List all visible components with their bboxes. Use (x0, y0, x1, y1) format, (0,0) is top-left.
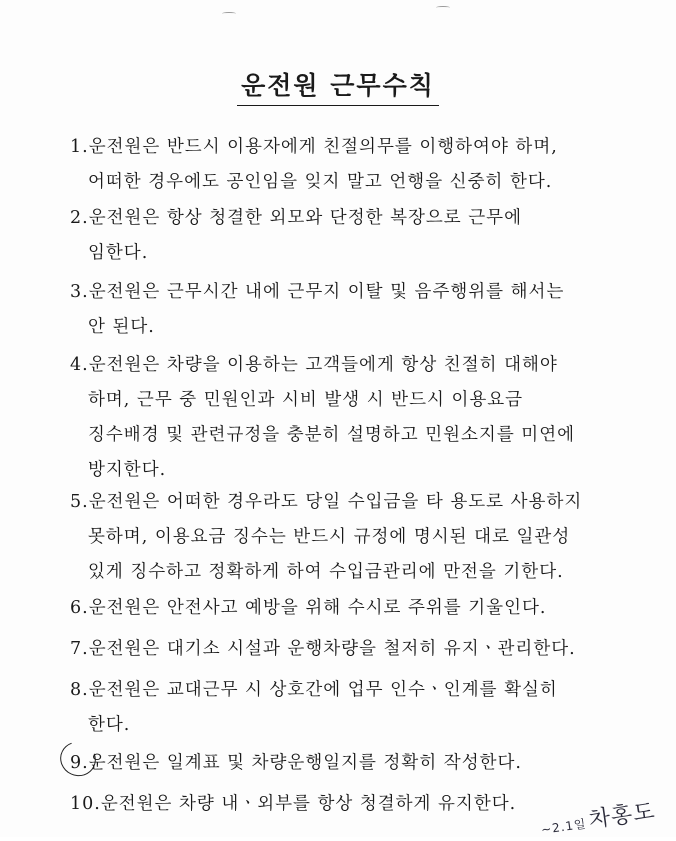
rule-item (70, 634, 630, 664)
rule-line: 하며, 근무 중 민원인과 시비 발생 시 반드시 이용요금 (88, 390, 524, 410)
rule-item (70, 748, 630, 778)
rule-line: 있게 징수하고 정확하게 하여 수입금관리에 만전을 기한다. (88, 562, 564, 582)
rule-item (70, 593, 630, 623)
rule-item (70, 132, 630, 197)
rule-line: 1.운전원은 반드시 이용자에게 친절의무를 이행하여야 하며, (70, 137, 558, 157)
rule-line: 어떠한 경우에도 공인임을 잊지 말고 언행을 신중히 한다. (88, 172, 553, 192)
rule-line: 방지한다. (88, 460, 167, 480)
scan-speck (436, 6, 450, 9)
document-title-text: 운전원 근무수칙 (237, 66, 439, 106)
rule-item (70, 203, 630, 268)
rule-line: 징수배경 및 관련규정을 충분히 설명하고 민원소지를 미연에 (88, 425, 575, 445)
rule-item (70, 675, 630, 740)
rule-item (70, 487, 630, 587)
rule-item (70, 277, 630, 342)
scan-speck (222, 12, 236, 15)
rule-line: 3.운전원은 근무시간 내에 근무지 이탈 및 음주행위를 해서는 (70, 282, 565, 302)
signature-name: 차홍도 (587, 799, 657, 834)
rule-line: 6.운전원은 안전사고 예방을 위해 수시로 주위를 기울인다. (70, 598, 547, 618)
rule-line: 4.운전원은 차량을 이용하는 고객들에게 항상 친절히 대해야 (70, 355, 558, 375)
document-title (0, 66, 676, 106)
rule-line: 안 된다. (88, 317, 155, 337)
rule-line: 5.운전원은 어떠한 경우라도 당일 수입금을 타 용도로 사용하지 (70, 492, 583, 512)
rule-line: 한다. (88, 715, 131, 735)
rule-line: 9.운전원은 일계표 및 차량운행일지를 정확히 작성한다. (70, 753, 522, 773)
signature-prefix: ~2.1일 (540, 816, 588, 837)
rule-line: 임한다. (88, 243, 149, 263)
rule-item (70, 350, 630, 485)
rule-line: 2.운전원은 항상 청결한 외모와 단정한 복장으로 근무에 (70, 208, 522, 228)
rule-line: 8.운전원은 교대근무 시 상호간에 업무 인수ㆍ인계를 확실히 (70, 680, 558, 700)
rule-line: 못하며, 이용요금 징수는 반드시 규정에 명시된 대로 일관성 (88, 527, 571, 547)
rule-line: 10.운전원은 차량 내ㆍ외부를 항상 청결하게 유지한다. (70, 794, 517, 814)
rule-line: 7.운전원은 대기소 시설과 운행차량을 철저히 유지ㆍ관리한다. (70, 639, 576, 659)
